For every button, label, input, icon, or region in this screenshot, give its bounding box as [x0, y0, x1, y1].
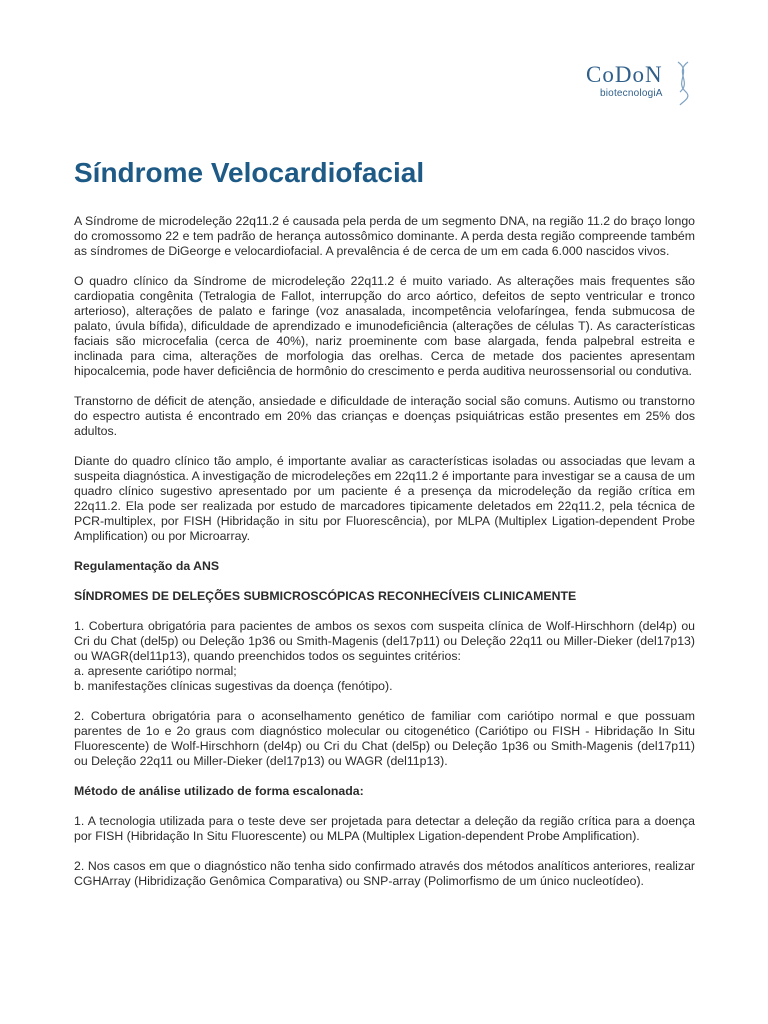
ans-heading: Regulamentação da ANS [74, 559, 220, 573]
method-heading: Método de análise utilizado de forma escalonada: [74, 784, 364, 798]
codon-logo [584, 60, 704, 108]
document-body [74, 214, 695, 904]
dna-helix-icon [670, 60, 696, 106]
page-title: Síndrome Velocardiofacial [74, 157, 425, 188]
intro-paragraph: A Síndrome de microdeleção 22q11.2 é causada pela perda de um segmento DNA, na região 11.2 do braço longo do cromossomo 22 e tem padrão de herança autossômico dominante. A perda desta região compreende também as síndromes de DiGeorge e velocardiofacial. A prevalência é de cerca de um em cada 6.000 nascidos vivos. [74, 214, 695, 258]
diagnosis-paragraph: Diante do quadro clínico tão amplo, é importante avaliar as características isoladas ou associadas que levam a suspeita diagnóstica. A investigação de microdeleções em 22q11.2 é importante para investigar se a causa de um quadro clínico sugestivo apresentado por um paciente é a presença da microdeleção da região crítica em 22q11.2. Ela pode ser realizada por estudo de marcadores tipicamente deletados em 22q11.2, pela técnica de PCR-multiplex, por FISH (Hibridação in situ por Fluorescência), por MLPA (Multiplex Ligation-dependent Probe Amplification) ou por Microarray. [74, 454, 695, 543]
ans-item-1: 1. Cobertura obrigatória para pacientes de ambos os sexos com suspeita clínica de Wolf-Hirschhorn (del4p) ou Cri du Chat (del5p) ou Deleção 1p36 ou Smith-Magenis (del17p11) ou Deleção 22q11 ou Miller-Dieker (del17p13) ou WAGR(del11p13), quando preenchidos todos os seguintes critérios: [74, 619, 695, 663]
ans-item-1a: a. apresente cariótipo normal; [74, 664, 237, 678]
method-item-2: 2. Nos casos em que o diagnóstico não tenha sido confirmado através dos métodos analíticos anteriores, realizar CGHArray (Hibridização Genômica Comparativa) ou SNP-array (Polimorfismo de um único nucleotídeo). [74, 859, 695, 888]
method-item-1: 1. A tecnologia utilizada para o teste deve ser projetada para detectar a deleção da região crítica para a doença por FISH (Hibridação In Situ Fluorescente) ou MLPA (Multiplex Ligation-dependent Probe Amplification). [74, 814, 695, 843]
logo-brand: CoDoN [586, 62, 663, 87]
behavior-paragraph: Transtorno de déficit de atenção, ansiedade e dificuldade de interação social são comuns. Autismo ou transtorno do espectro autista é encontrado em 20% das crianças e doenças psiquiátricas estão presentes em 25% dos adultos. [74, 394, 695, 438]
ans-item-2: 2. Cobertura obrigatória para o aconselhamento genético de familiar com cariótipo normal e que possuam parentes de 1o e 2o graus com diagnóstico molecular ou citogenético (Cariótipo ou FISH - Hibridação In Situ Fluorescente) de Wolf-Hirschhorn (del4p) ou Cri du Chat (del5p) ou Deleção 1p36 ou Smith-Magenis (del17p11) ou Deleção 22q11 ou Miller-Dieker (del17p13) ou WAGR (del11p13). [74, 709, 695, 768]
ans-subheading: SÍNDROMES DE DELEÇÕES SUBMICROSCÓPICAS RECONHECÍVEIS CLINICAMENTE [74, 589, 577, 603]
ans-item-1b: b. manifestações clínicas sugestivas da doença (fenótipo). [74, 679, 393, 693]
clinical-paragraph: O quadro clínico da Síndrome de microdeleção 22q11.2 é muito variado. As alterações mais frequentes são cardiopatia congênita (Tetralogia de Fallot, interrupção do arco aórtico, defeitos de septo ventricular e tronco arterioso), alterações de palato e faringe (voz anasalada, incompetência velofaríngea, fenda submucosa de palato, úvula bífida), dificuldade de aprendizado e imunodeficiência (alterações de células T). As características faciais são microcefalia (cerca de 40%), nariz proeminente com base alargada, fenda palpebral estreita e inclinada para cima, alterações de morfologia das orelhas. Cerca de metade dos pacientes apresentam hipocalcemia, pode haver deficiência de hormônio do crescimento e perda auditiva neurossensorial ou condutiva. [74, 274, 695, 378]
logo-subtitle: biotecnologiA [600, 88, 663, 99]
